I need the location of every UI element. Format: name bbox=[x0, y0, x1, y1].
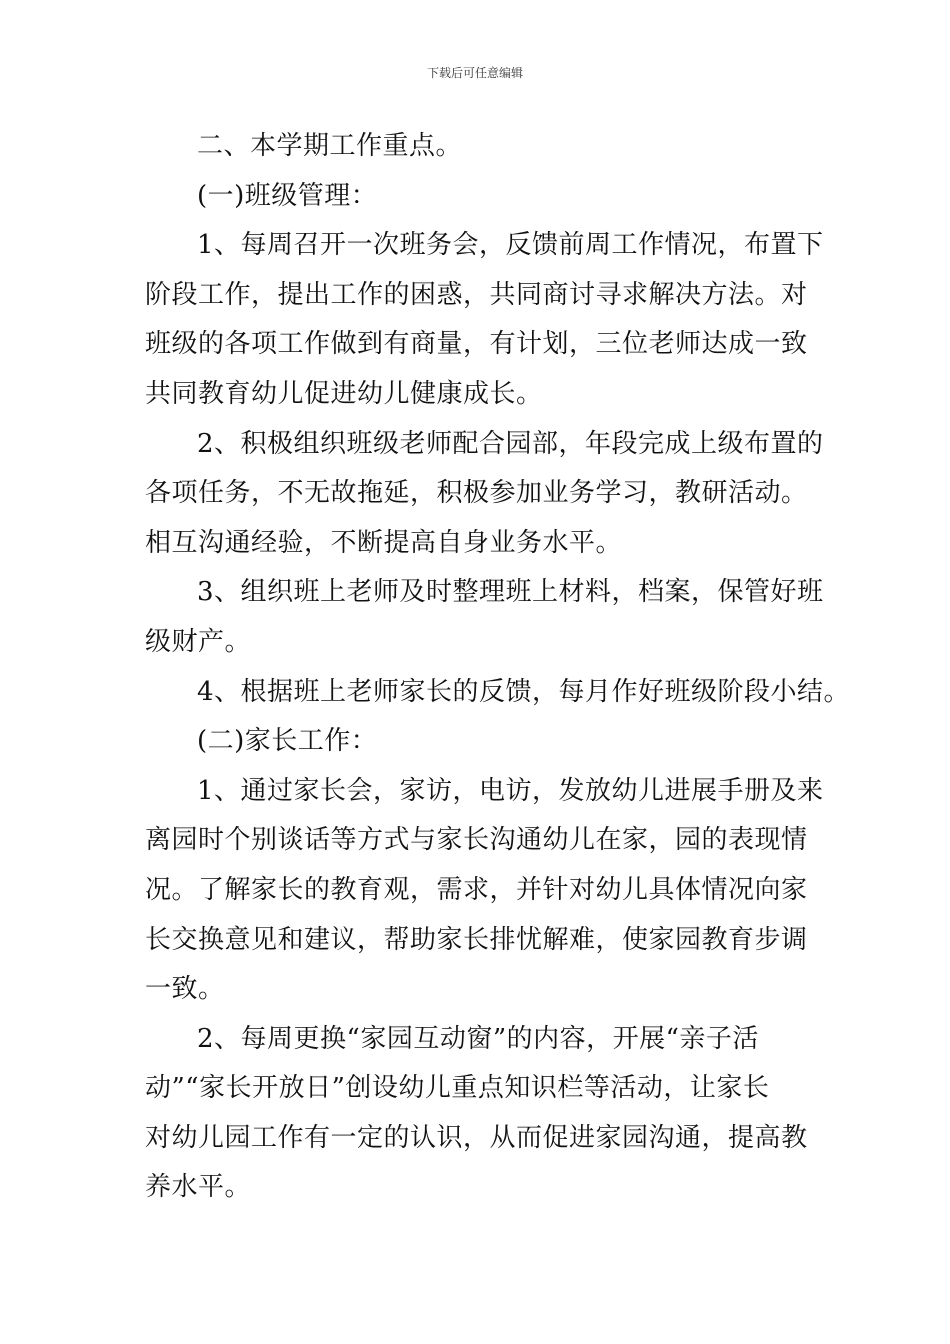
subsection-heading: (二)家长工作： bbox=[197, 726, 378, 757]
paragraph-line: 对幼儿园工作有一定的认识，从而促进家园沟通，提高教 bbox=[145, 1122, 808, 1153]
paragraph-line: 2、每周更换“家园互动窗”的内容，开展“亲子活 bbox=[197, 1023, 759, 1054]
paragraph-line: 各项任务，不无故拖延，积极参加业务学习，教研活动。 bbox=[145, 478, 808, 509]
paragraph-line: 况。了解家长的教育观，需求，并针对幼儿具体情况向家 bbox=[145, 874, 808, 905]
paragraph-line: 相互沟通经验，不断提高自身业务水平。 bbox=[145, 527, 623, 558]
paragraph-line: 动”“家长开放日”创设幼儿重点知识栏等活动，让家长 bbox=[145, 1073, 770, 1104]
paragraph-line: 一致。 bbox=[145, 974, 225, 1005]
paragraph-line: 长交换意见和建议，帮助家长排忧解难，使家园教育步调 bbox=[145, 924, 808, 955]
section-heading: 二、本学期工作重点。 bbox=[197, 131, 463, 161]
paragraph-line: 1、每周召开一次班务会，反馈前周工作情况，布置下 bbox=[197, 230, 824, 261]
paragraph-line: 1、通过家长会，家访，电访，发放幼儿进展手册及来 bbox=[197, 775, 824, 806]
paragraph-line: 班级的各项工作做到有商量，有计划，三位老师达成一致 bbox=[145, 329, 808, 360]
paragraph-line: 2、积极组织班级老师配合园部，年段完成上级布置的 bbox=[197, 428, 824, 459]
paragraph-line: 共同教育幼儿促进幼儿健康成长。 bbox=[145, 378, 543, 409]
paragraph-line: 离园时个别谈话等方式与家长沟通幼儿在家，园的表现情 bbox=[145, 825, 808, 856]
paragraph-line: 阶段工作，提出工作的困惑，共同商讨寻求解决方法。对 bbox=[145, 279, 808, 310]
document-body bbox=[145, 122, 851, 1213]
page-header-note: 下载后可任意编辑 bbox=[426, 66, 523, 80]
paragraph-line: 4、根据班上老师家长的反馈，每月作好班级阶段小结。 bbox=[197, 676, 851, 707]
paragraph-line: 养水平。 bbox=[145, 1172, 252, 1203]
paragraph-line: 级财产。 bbox=[145, 626, 252, 657]
paragraph-line: 3、组织班上老师及时整理班上材料，档案，保管好班 bbox=[197, 577, 824, 608]
subsection-heading: (一)班级管理： bbox=[197, 180, 378, 211]
